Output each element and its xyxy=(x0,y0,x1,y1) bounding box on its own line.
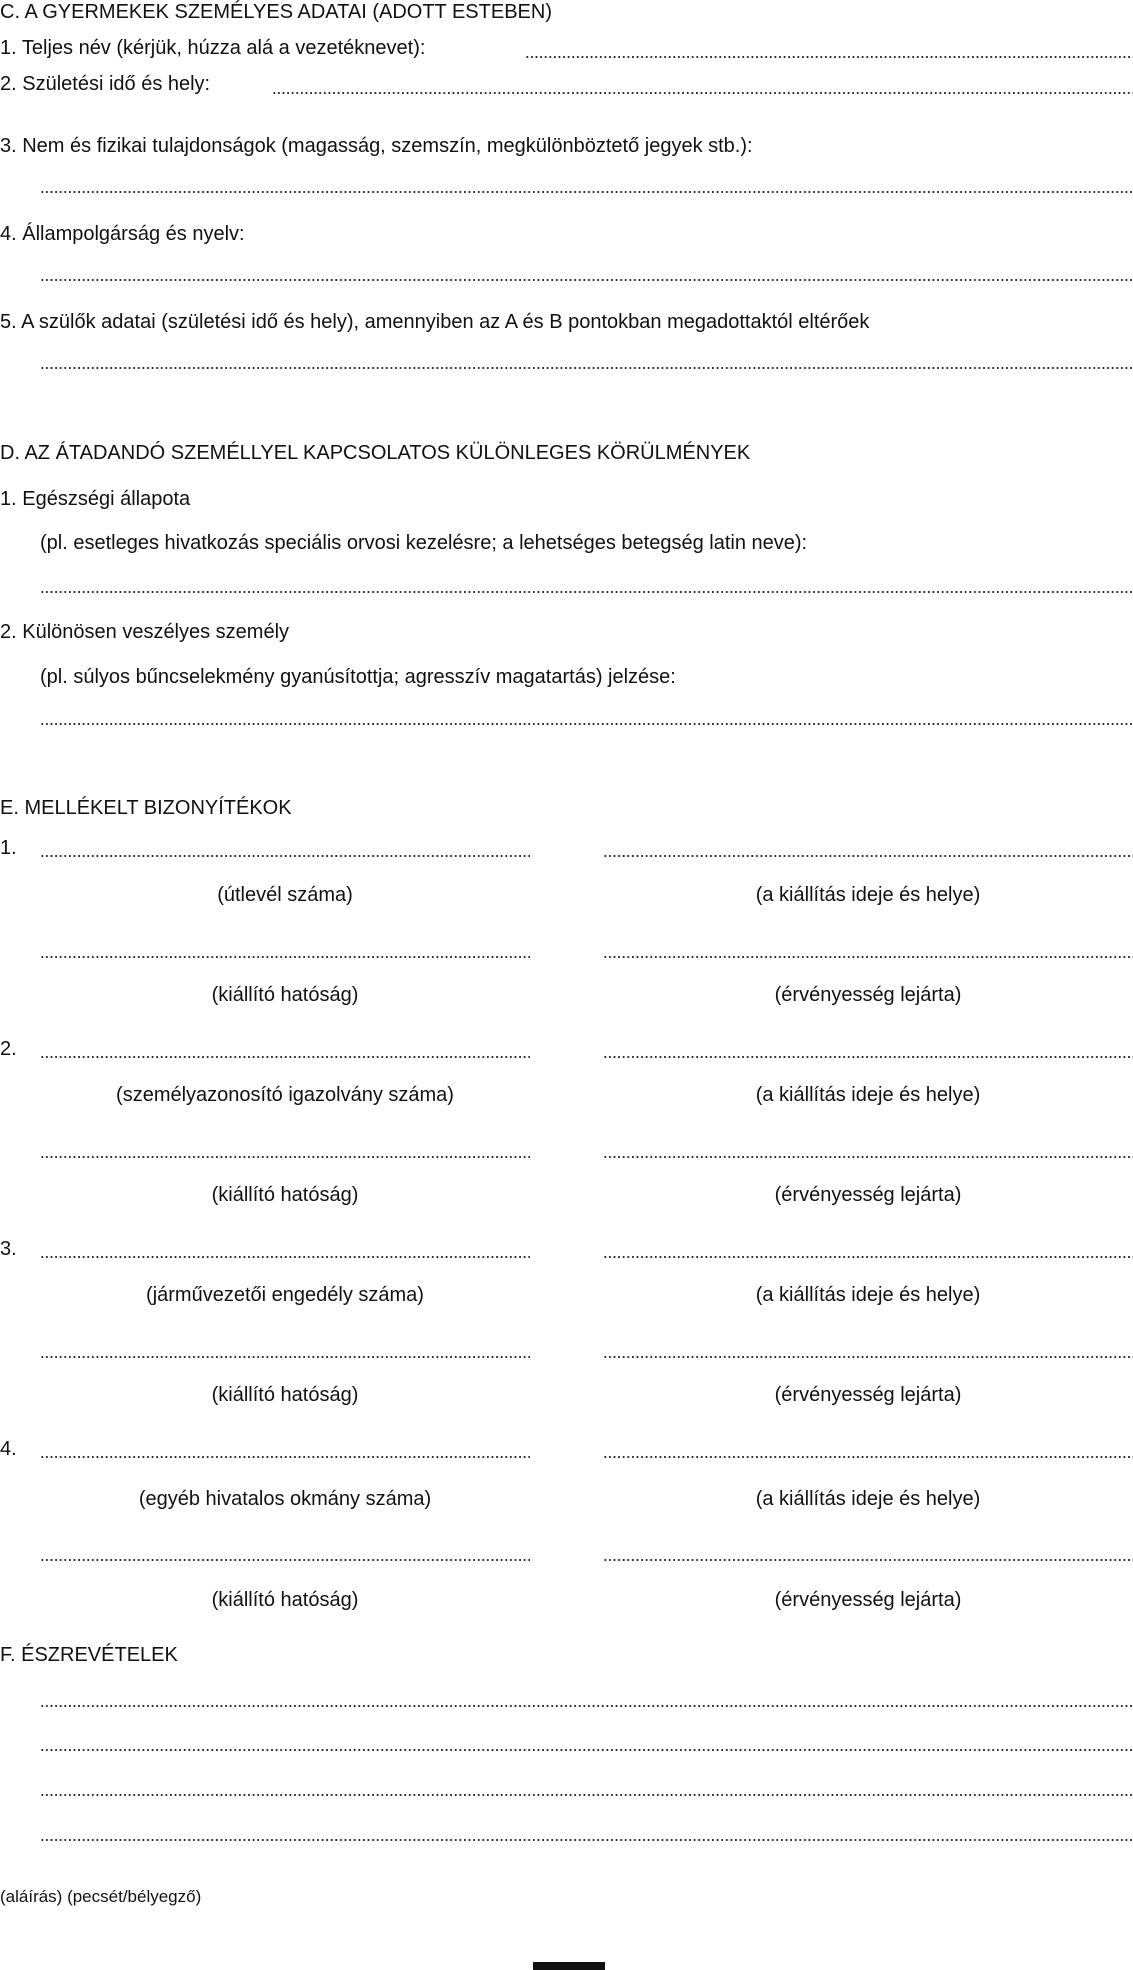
doc-caption: (érvényesség lejárta) xyxy=(774,1589,962,1611)
parents-field[interactable] xyxy=(40,366,1133,370)
doc-number: 4. xyxy=(0,1438,17,1460)
health-title: 1. Egészségi állapota xyxy=(0,488,191,510)
signature-caption: (aláírás) (pecsét/bélyegző) xyxy=(0,1887,202,1906)
section-c-heading: C. A GYERMEKEK SZEMÉLYES ADATAI (ADOTT ESTEBEN) xyxy=(0,1,552,23)
issue-date-place-field[interactable] xyxy=(603,854,1133,858)
doc-number: 2. xyxy=(0,1038,17,1060)
authority-field[interactable] xyxy=(40,955,530,959)
dangerous-title: 2. Különösen veszélyes személy xyxy=(0,621,290,643)
doc-caption: (kiállító hatóság) xyxy=(211,1184,359,1206)
doc-caption: (személyazonosító igazolvány száma) xyxy=(116,1084,454,1106)
expiry-field[interactable] xyxy=(603,1355,1133,1359)
section-f-heading: F. ÉSZREVÉTELEK xyxy=(0,1644,178,1666)
doc-caption: (kiállító hatóság) xyxy=(211,984,359,1006)
doc-caption: (érvényesség lejárta) xyxy=(774,1384,962,1406)
doc-caption: (útlevél száma) xyxy=(217,884,353,906)
citizenship-label: 4. Állampolgárság és nyelv: xyxy=(0,223,245,245)
birth-label: 2. Születési idő és hely: xyxy=(0,73,211,95)
doc-caption: (egyéb hivatalos okmány száma) xyxy=(138,1488,432,1510)
expiry-field[interactable] xyxy=(603,1155,1133,1159)
section-d-heading: D. AZ ÁTADANDÓ SZEMÉLLYEL KAPCSOLATOS KÜLÖNLEGES KÖRÜLMÉNYEK xyxy=(0,442,751,464)
doc-caption: (a kiállítás ideje és helye) xyxy=(755,1084,981,1106)
authority-field[interactable] xyxy=(40,1355,530,1359)
doc-caption: (kiállító hatóság) xyxy=(211,1384,359,1406)
doc-number: 3. xyxy=(0,1238,17,1260)
doc-caption: (a kiállítás ideje és helye) xyxy=(755,1284,981,1306)
physical-label: 3. Nem és fizikai tulajdonságok (magasság, szemszín, megkülönböztető jegyek stb.): xyxy=(0,135,753,157)
parents-label: 5. A szülők adatai (születési idő és hely), amennyiben az A és B pontokban megadottaktól eltérőek xyxy=(0,311,870,333)
page-footer-bar xyxy=(533,1962,605,1970)
doc-caption: (kiállító hatóság) xyxy=(211,1589,359,1611)
section-e-heading: E. MELLÉKELT BIZONYÍTÉKOK xyxy=(0,797,292,819)
doc-caption: (járművezetői engedély száma) xyxy=(146,1284,424,1306)
remarks-line[interactable] xyxy=(40,1838,1133,1842)
full-name-label: 1. Teljes név (kérjük, húzza alá a vezetéknevet): xyxy=(0,37,426,59)
authority-field[interactable] xyxy=(40,1155,530,1159)
dangerous-field[interactable] xyxy=(40,722,1133,726)
birth-field[interactable] xyxy=(272,91,1133,95)
health-field[interactable] xyxy=(40,590,1133,594)
citizenship-field[interactable] xyxy=(40,278,1133,282)
remarks-line[interactable] xyxy=(40,1793,1133,1797)
doc-caption: (érvényesség lejárta) xyxy=(774,1184,962,1206)
dangerous-note: (pl. súlyos bűncselekmény gyanúsítottja; agresszív magatartás) jelzése: xyxy=(40,666,676,688)
remarks-line[interactable] xyxy=(40,1748,1133,1752)
expiry-field[interactable] xyxy=(603,955,1133,959)
full-name-field[interactable] xyxy=(525,55,1133,59)
doc-caption: (a kiállítás ideje és helye) xyxy=(755,1488,981,1510)
remarks-line[interactable] xyxy=(40,1704,1133,1708)
doc-caption: (a kiállítás ideje és helye) xyxy=(755,884,981,906)
issue-date-place-field[interactable] xyxy=(603,1455,1133,1459)
driving-licence-number-field[interactable] xyxy=(40,1255,530,1259)
id-card-number-field[interactable] xyxy=(40,1055,530,1059)
authority-field[interactable] xyxy=(40,1558,530,1562)
issue-date-place-field[interactable] xyxy=(603,1255,1133,1259)
doc-number: 1. xyxy=(0,837,17,859)
physical-field[interactable] xyxy=(40,190,1133,194)
passport-number-field[interactable] xyxy=(40,854,530,858)
issue-date-place-field[interactable] xyxy=(603,1055,1133,1059)
doc-caption: (érvényesség lejárta) xyxy=(774,984,962,1006)
expiry-field[interactable] xyxy=(603,1558,1133,1562)
other-document-number-field[interactable] xyxy=(40,1455,530,1459)
health-note: (pl. esetleges hivatkozás speciális orvosi kezelésre; a lehetséges betegség latin neve): xyxy=(40,532,808,554)
